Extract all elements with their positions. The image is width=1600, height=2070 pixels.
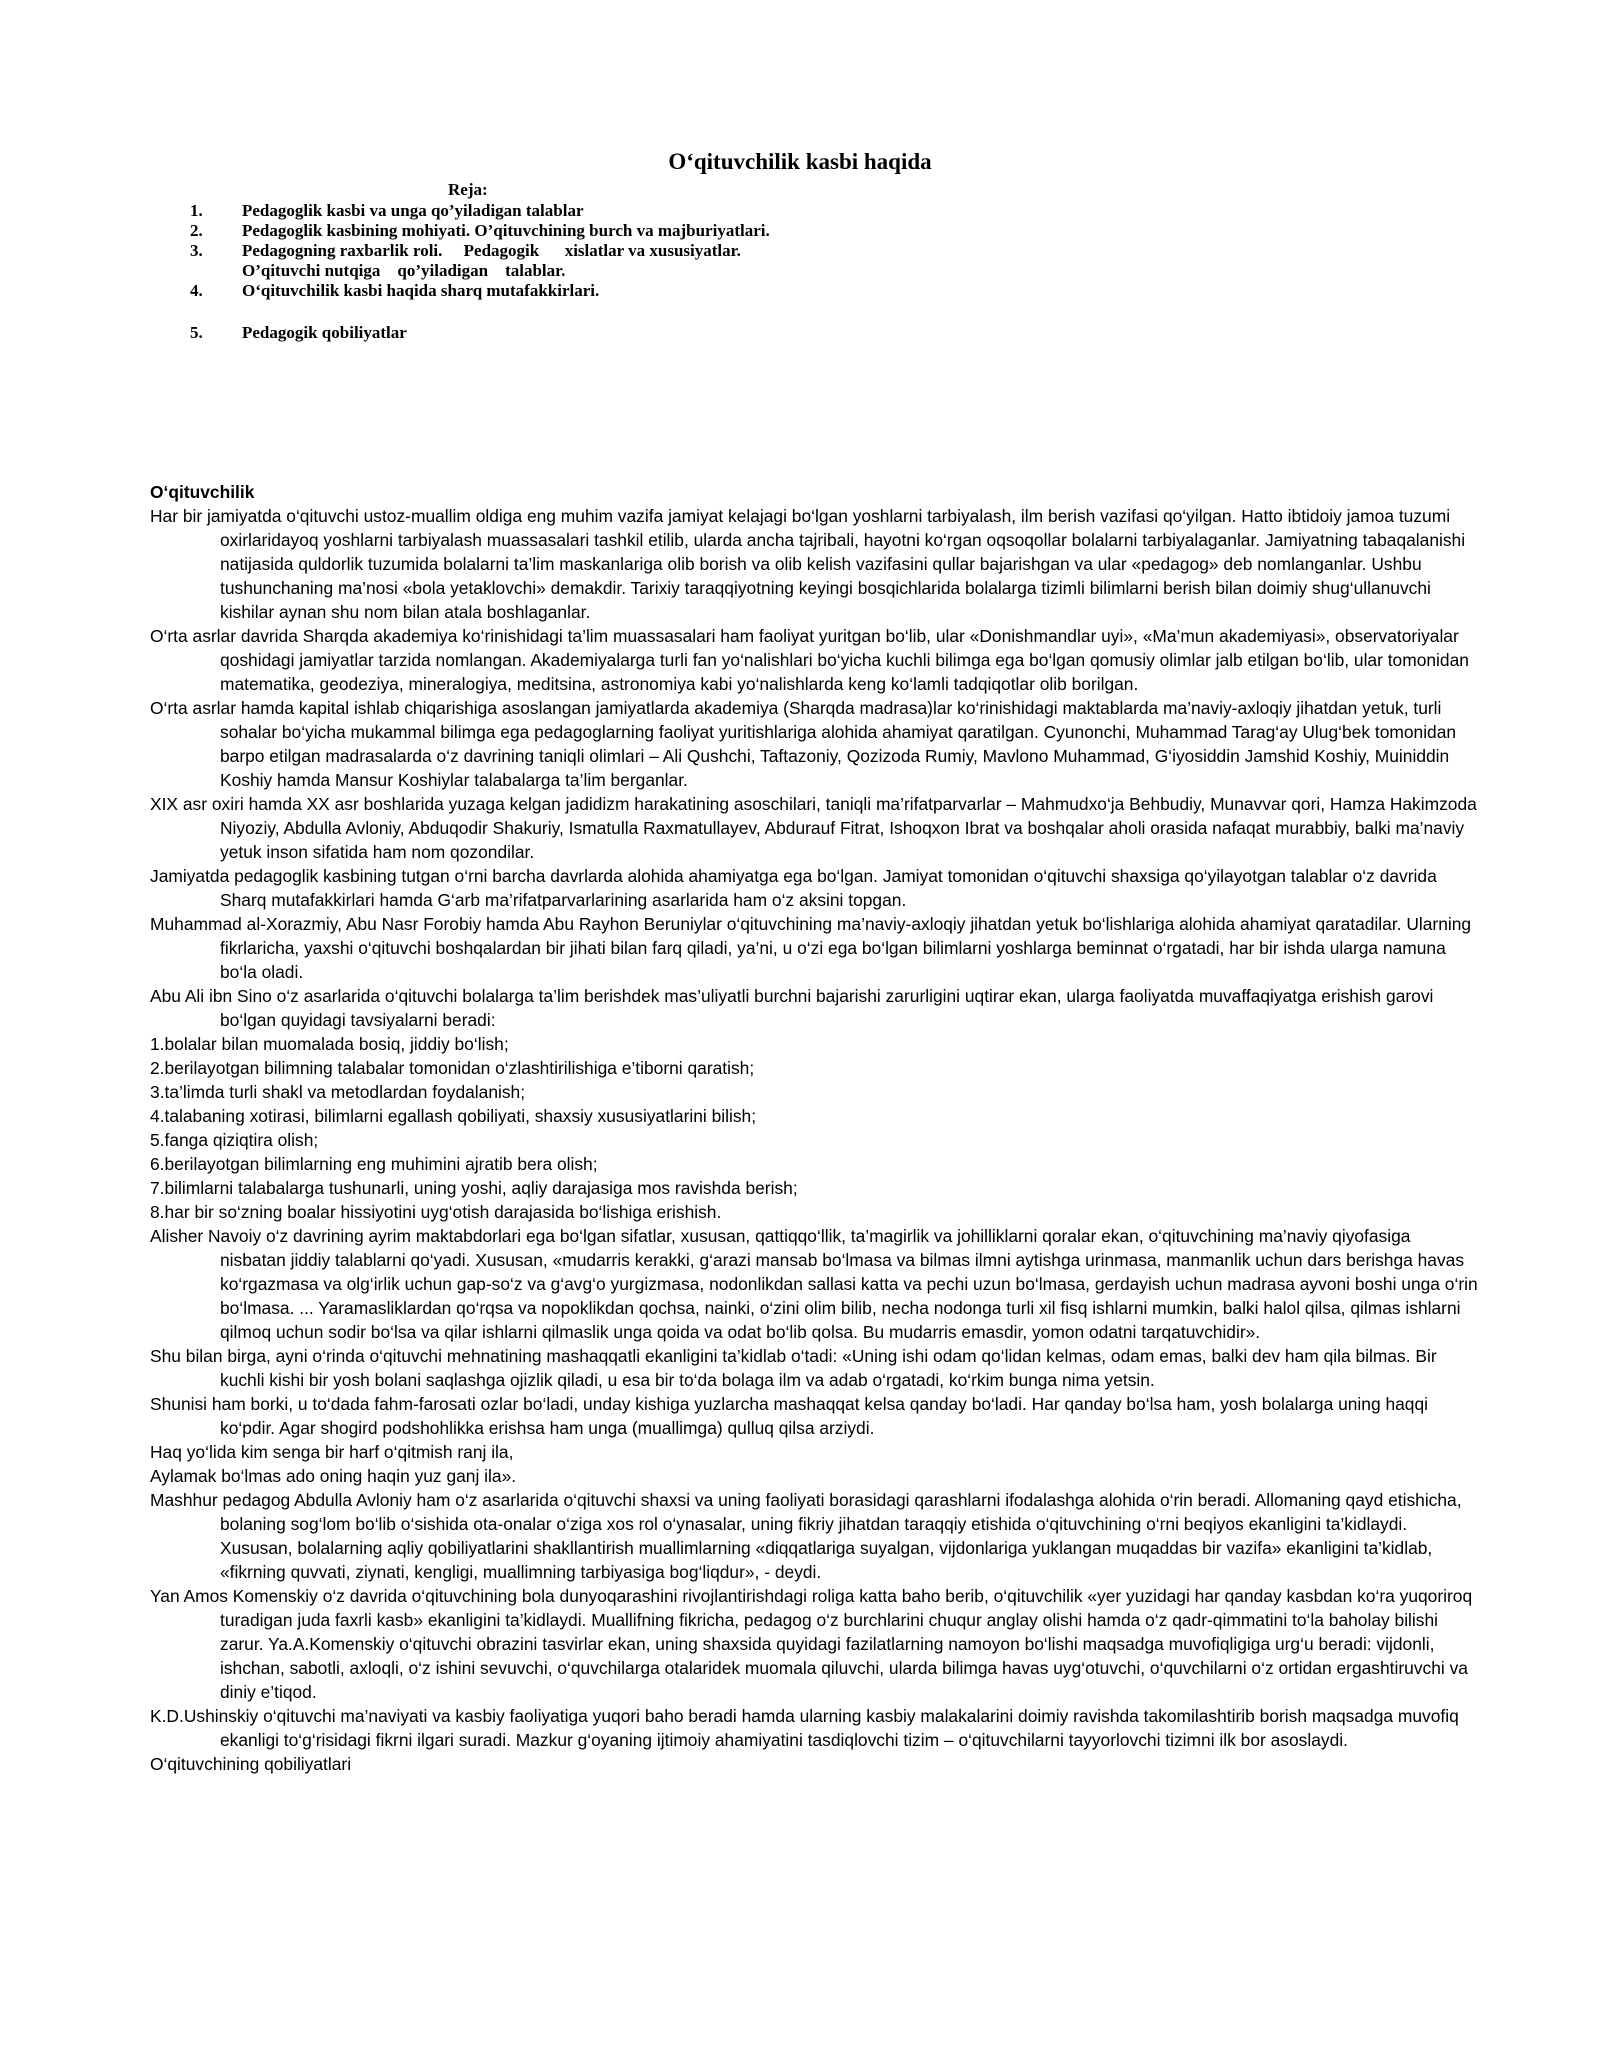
recommendation-item: 7.bilimlarni talabalarga tushunarli, uning yoshi, aqliy darajasiga mos ravishda berish; bbox=[150, 1178, 798, 1198]
paragraph: O‘rta asrlar davrida Sharqda akademiya ko‘rinishidagi ta’lim muassasalari ham faoliyat yuritgan bo‘lib, ular «Donishmandlar uyi», «Ma’mun akademiyasi», observatoriyalar qoshidagi jamiyatlar tarzida nomlangan. Akademiyalarga turli fan yo‘nalishlari bo‘yicha kuchli bilimga ega bo‘lgan qomusiy olimlar jalb etilgan bo‘lib, ular tomonidan matematika, geodeziya, mineralogiya, meditsina, astronomiya kabi yo‘nalishlarda keng ko‘lamli tadqiqotlar olib borilgan. bbox=[150, 626, 1469, 694]
paragraph: Abu Ali ibn Sino o‘z asarlarida o‘qituvchi bolalarga ta’lim berishdek mas’uliyatli burchni bajarishi zarurligini uqtirar ekan, ularga faoliyatda muvaffaqiyatga erishish garovi bo‘lgan quyidagi tavsiyalarni beradi: bbox=[150, 986, 1434, 1030]
plan-item-text: Pedagogik qobiliyatlar bbox=[242, 323, 407, 342]
recommendation-item: 5.fanga qiziqtira olish; bbox=[150, 1130, 319, 1150]
paragraph: XIX asr oxiri hamda XX asr boshlarida yuzaga kelgan jadidizm harakatining asoschilari, taniqli ma’rifatparvarlar – Mahmudxo‘ja Behbudiy, Munavvar qori, Hamza Hakimzoda Niyoziy, Abdulla Avloniy, Abduqodir Shakuriy, Ismatulla Raxmatullayev, Abdurauf Fitrat, Ishoqxon Ibrat va boshqalar aholi orasida nafaqat murabbiy, balki ma’naviy yetuk inson sifatida ham nom qozondilar. bbox=[150, 794, 1477, 862]
plan-item-number: 3. bbox=[190, 241, 203, 260]
plan-item bbox=[190, 201, 950, 221]
recommendation-item: 6.berilayotgan bilimlarning eng muhimini ajratib bera olish; bbox=[150, 1154, 598, 1174]
plan-list bbox=[190, 201, 950, 343]
plan-item-text-block bbox=[242, 241, 950, 281]
paragraph: Jamiyatda pedagoglik kasbining tutgan o‘rni barcha davrlarda alohida ahamiyatga ega bo‘lgan. Jamiyat tomonidan o‘qituvchi shaxsiga qo‘yilayotgan talablar o‘z davrida Sharq mutafakkirlari hamda G‘arb ma’rifatparvarlarining asarlarida ham o‘z aksini topgan. bbox=[150, 866, 1437, 910]
plan-heading: Reja: bbox=[448, 180, 488, 199]
recommendation-item: 4.talabaning xotirasi, bilimlarni egallash qobiliyati, shaxsiy xususiyatlarini bilish; bbox=[150, 1106, 757, 1126]
plan-item-number: 5. bbox=[190, 323, 203, 342]
paragraph: Shunisi ham borki, u to‘dada fahm-farosati ozlar bo‘ladi, unday kishiga yuzlarcha mashaqqat kelsa qanday bo‘ladi. Har qanday bo‘lsa ham, yosh bolalarga uning haqqi ko‘pdir. Agar shogird podshohlikka erishsa ham unga (muallimga) qulluq qilsa arziydi. bbox=[150, 1394, 1429, 1438]
verse-line: Aylamak bo‘lmas ado oning haqin yuz ganj ila». bbox=[150, 1466, 517, 1486]
plan-item-number: 4. bbox=[190, 281, 203, 300]
plan-item bbox=[190, 221, 950, 241]
verse-line: Haq yo‘lida kim senga bir harf o‘qitmish ranj ila, bbox=[150, 1442, 514, 1462]
paragraph: Yan Amos Komenskiy o‘z davrida o‘qituvchining bola dunyoqarashini rivojlantirishdagi roliga katta baho berib, o‘qituvchilik «yer yuzidagi har qanday kasbdan ko‘ra yuqoriroq turadigan juda faxrli kasb» ekanligini ta’kidlaydi. Muallifning fikricha, pedagog o‘z burchlarini chuqur anglay olishi hamda o‘z qadr-qimmatini to‘la baholay bilishi zarur. Ya.A.Komenskiy o‘qituvchi obrazini tasvirlar ekan, uning shaxsida quyidagi fazilatlarning namoyon bo‘lishi maqsadga muvofiqligiga urg‘u beradi: vijdonli, ishchan, sabotli, axloqli, o‘z ishini sevuvchi, o‘quvchilarga otalaridek muomala qiluvchi, ularda bilimga havas uyg‘otuvchi, o‘quvchilarni o‘z ortidan ergashtiruvchi va diniy e’tiqod. bbox=[150, 1586, 1473, 1702]
document-title: O‘qituvchilik kasbi haqida bbox=[668, 149, 932, 174]
paragraph: Shu bilan birga, ayni o‘rinda o‘qituvchi mehnatining mashaqqatli ekanligini ta’kidlab o‘tadi: «Uning ishi odam qo‘lidan kelmas, odam emas, balki dev ham qila bilmas. Bir kuchli kishi bir yosh bolani saqlashga ojizlik qiladi, u esa bir to‘da bolaga ilm va adab o‘rgatadi, ko‘rkim bunga nima yetsin. bbox=[150, 1346, 1437, 1390]
paragraph: Muhammad al-Xorazmiy, Abu Nasr Forobiy hamda Abu Rayhon Beruniylar o‘qituvchining ma’naviy-axloqiy jihatdan yetuk bo‘lishlariga alohida ahamiyat qaratadilar. Ularning fikrlaricha, yaxshi o‘qituvchi boshqalardan bir jihati bilan farq qiladi, ya’ni, u o‘zi ega bo‘lgan bilimlarni yoshlarga beminnat o‘rgatadi, har bir ishda ularga namuna bo‘la oladi. bbox=[150, 914, 1472, 982]
recommendation-item: 1.bolalar bilan muomalada bosiq, jiddiy bo‘lish; bbox=[150, 1034, 509, 1054]
plan-item bbox=[190, 281, 950, 301]
section-heading: O‘qituvchilik bbox=[150, 482, 255, 502]
plan-item-number: 2. bbox=[190, 221, 203, 240]
plan-item-text: Pedagogning raxbarlik roli. Pedagogik xislatlar va xususiyatlar. bbox=[242, 241, 741, 260]
paragraph: K.D.Ushinskiy o‘qituvchi ma’naviyati va kasbiy faoliyatiga yuqori baho beradi hamda ularning kasbiy malakalarini doimiy ravishda takomilashtirib borish maqsadga muvofiq ekanligi to‘g‘risidagi fikrni ilgari suradi. Mazkur g‘oyaning ijtimoiy ahamiyatini tasdiqlovchi tizim – o‘qituvchilarni tayyorlovchi tizimni ilk bor asoslaydi. bbox=[150, 1706, 1459, 1750]
recommendation-item: 2.berilayotgan bilimning talabalar tomonidan o‘zlashtirilishiga e’tiborni qaratish; bbox=[150, 1058, 755, 1078]
recommendation-item: 8.har bir so‘zning boalar hissiyotini uyg‘otish darajasida bo‘lishiga erishish. bbox=[150, 1202, 722, 1222]
closing-heading: O‘qituvchining qobiliyatlari bbox=[150, 1754, 352, 1774]
plan-item bbox=[190, 241, 950, 281]
paragraph: Alisher Navoiy o‘z davrining ayrim maktabdorlari ega bo‘lgan sifatlar, xususan, qattiqqo‘llik, ta’magirlik va johilliklarni qoralar ekan, o‘qituvchining ma’naviy qiyofasiga nisbatan jiddiy talablarni qo‘yadi. Xususan, «mudarris kerakki, g‘arazi mansab bo‘lmasa va bilmas ilmni aytishga urinmasa, manmanlik uchun dars berishga havas ko‘rgazmasa va olg‘irlik uchun gap-so‘z va g‘avg‘o yurgizmasa, nodonlikdan sallasi katta va pechi uzun bo‘lmasa, gerdayish uchun madrasa ayvoni boshi unga o‘rin bo‘lmasa. ... Yaramasliklardan qo‘rqsa va nopoklikdan qochsa, nainki, o‘zini olim bilib, necha nodonga turli xil fisq ishlarni mumkin, balki halol qilsa, qilmas ishlarni qilmoq uchun sodir bo‘lsa va qilar ishlarni qilmaslik unga qoida va odat bo‘lib qolsa. Bu mudarris emasdir, yomon odatni tarqatuvchidir». bbox=[150, 1226, 1478, 1342]
plan-item-text: Pedagoglik kasbining mohiyati. O’qituvchining burch va majburiyatlari. bbox=[242, 221, 770, 240]
paragraph: Har bir jamiyatda o‘qituvchi ustoz-muallim oldiga eng muhim vazifa jamiyat kelajagi bo‘lgan yoshlarni tarbiyalash, ilm berish vazifasi qo‘yilgan. Hatto ibtidoiy jamoa tuzumi oxirlaridayoq yoshlarni tarbiyalash muassasalari tashkil etilib, ularda ancha tajribali, hayotni ko‘rgan oqsoqollar bolalarni tarbiyalaganlar. Jamiyatning tabaqalanishi natijasida quldorlik tuzumida bolalarni ta’lim maskanlariga olib borish va olib kelish vazifasini qullar bajarishgan va ular «pedagog» deb nomlanganlar. Ushbu tushunchaning ma’nosi «bola yetaklovchi» demakdir. Tarixiy taraqqiyotning keyingi bosqichlarida bolalarga tizimli bilimlarni berish bilan doimiy shug‘ullanuvchi kishilar aynan shu nom bilan atala boshlaganlar. bbox=[150, 506, 1466, 622]
paragraph: O‘rta asrlar hamda kapital ishlab chiqarishiga asoslangan jamiyatlarda akademiya (Sharqda madrasa)lar ko‘rinishidagi maktablarda ma’naviy-axloqiy jihatdan yetuk, turli sohalar bo‘yicha mukammal bilimga ega pedagoglarning faoliyat yuritishlariga alohida ahamiyat qaratilgan. Cyunonchi, Muhammad Tarag‘ay Ulug‘bek tomonidan barpo etilgan madrasalarda o‘z davrining taniqli olimlari – Ali Qushchi, Taftazoniy, Qozizoda Rumiy, Mavlono Muhammad, G‘iyosiddin Jamshid Koshiy, Muiniddin Koshiy hamda Mansur Koshiylar talabalarga ta’lim berganlar. bbox=[150, 698, 1457, 790]
paragraph: Mashhur pedagog Abdulla Avloniy ham o‘z asarlarida o‘qituvchi shaxsi va uning faoliyati borasidagi qarashlarni ifodalashga alohida o‘rin beradi. Allomaning qayd etishicha, bolaning sog‘lom bo‘lib o‘sishida ota-onalar o‘ziga xos rol o‘ynasalar, uning fikriy jihatdan taraqqiy etishida o‘qituvchining o‘rni beqiyos ekanligini ta’kidlaydi. Xususan, bolalarning aqliy qobiliyatlarini shakllantirish muallimlarning «diqqatlariga suyalgan, vijdonlariga yuklangan muqaddas bir vazifa» ekanligini ta’kidlab, «fikrning quvvati, ziynati, kengligi, muallimning tarbiyasiga bog‘liqdur», - deydi. bbox=[150, 1490, 1462, 1582]
plan-item-number: 1. bbox=[190, 201, 203, 220]
plan-item-text: O‘qituvchilik kasbi haqida sharq mutafakkirlari. bbox=[242, 281, 600, 300]
plan-item-text: Pedagoglik kasbi va unga qo’yiladigan talablar bbox=[242, 201, 584, 220]
recommendation-item: 3.ta’limda turli shakl va metodlardan foydalanish; bbox=[150, 1082, 526, 1102]
body-section bbox=[150, 480, 1480, 1776]
plan-item-continuation: O’qituvchi nutqiga qo’yiladigan talablar. bbox=[242, 261, 566, 280]
plan-item bbox=[190, 323, 950, 343]
